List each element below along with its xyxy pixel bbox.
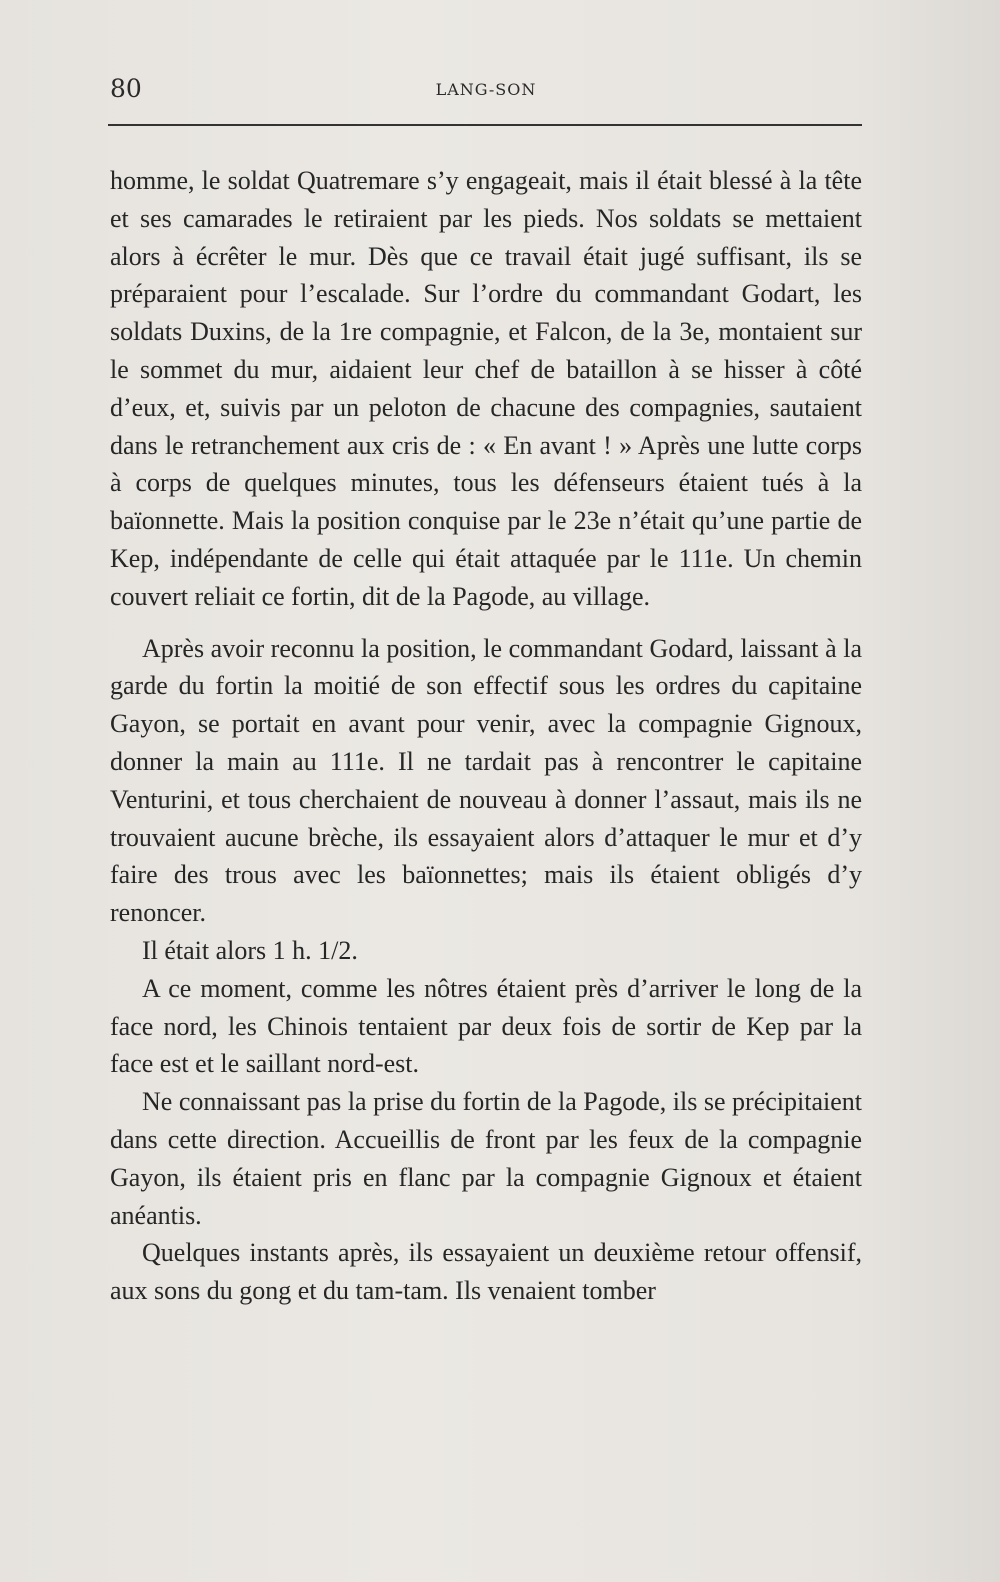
paragraph: Quelques instants après, ils essayaient un deuxième retour offensif, aux sons du gong et du tam-tam. Ils venaient tomber xyxy=(110,1238,862,1306)
paragraph: homme, le soldat Quatremare s’y engageait, mais il était blessé à la tête et ses camarades le retiraient par les pieds. Nos soldats se mettaient alors à écrêter le mur. Dès que ce travail était jugé suffisant, ils se préparaient pour l’escalade. Sur l’ordre du commandant Godart, les soldats Duxins, de la 1re compagnie, et Falcon, de la 3e, montaient sur le sommet du mur, aidaient leur chef de bataillon à se hisser à côté d’eux, et, suivis par un peloton de chacune des compagnies, sautaient dans le retranchement aux cris de : « En avant ! » Après une lutte corps à corps de quelques minutes, tous les défenseurs étaient tués à la baïonnette. Mais la position conquise par le 23e n’était qu’une partie de Kep, indépendante de celle qui était attaquée par le 111e. Un chemin couvert reliait ce fortin, dit de la Pagode, au village. xyxy=(110,166,862,611)
body-text xyxy=(110,162,862,1310)
page-header xyxy=(110,74,862,114)
page-number: 80 xyxy=(110,74,142,103)
paragraph: Après avoir reconnu la position, le commandant Godard, laissant à la garde du fortin la moitié de son effectif sous les ordres du capitaine Gayon, se portait en avant pour venir, avec la compagnie Gignoux, donner la main au 111e. Il ne tardait pas à rencontrer le capitaine Venturini, et tous cherchaient de nouveau à donner l’assaut, mais ils ne trouvaient aucune brèche, ils essayaient alors d’attaquer le mur et d’y faire des trous avec les baïonnettes; mais ils étaient obligés d’y renoncer. xyxy=(110,633,862,928)
paragraph: Il était alors 1 h. 1/2. xyxy=(142,935,358,965)
header-rule xyxy=(108,124,862,126)
running-title: LANG-SON xyxy=(435,80,537,99)
paragraph: A ce moment, comme les nôtres étaient près d’arriver le long de la face nord, les Chinois tentaient par deux fois de sortir de Kep par la face est et le saillant nord-est. xyxy=(110,973,862,1079)
paragraph: Ne connaissant pas la prise du fortin de la Pagode, ils se précipitaient dans cette direction. Accueillis de front par les feux de la compagnie Gayon, ils étaient pris en flanc par la compagnie Gignoux et étaient anéantis. xyxy=(110,1087,862,1230)
